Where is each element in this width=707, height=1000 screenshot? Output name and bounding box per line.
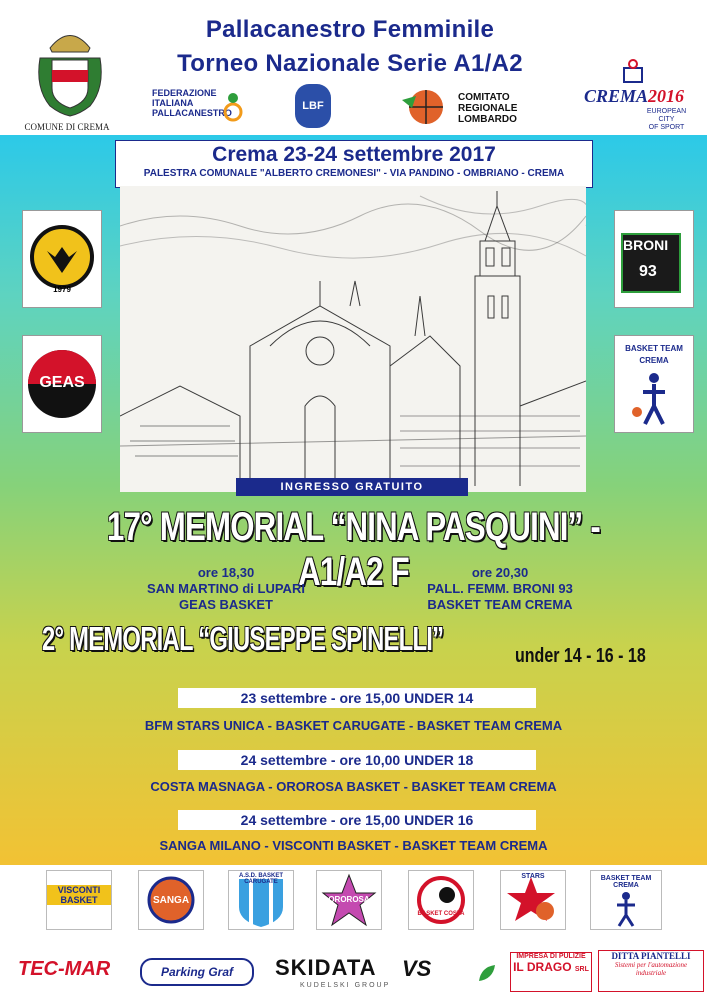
broni-number: 93 xyxy=(639,263,657,280)
drago-line-3: SRL xyxy=(574,966,589,973)
fip-line-2: ITALIANA xyxy=(152,98,194,108)
crema-tower-icon xyxy=(618,58,648,88)
sponsor-drago xyxy=(510,952,592,992)
schedule-teams-3: SANGA MILANO - VISCONTI BASKET - BASKET TEAM CREMA xyxy=(159,838,548,853)
cathedral-sketch xyxy=(120,186,586,492)
side-logo-left-top-text: 1979 xyxy=(53,285,71,294)
sponsor-parking: Parking Graf xyxy=(140,958,254,986)
fip-line-3: PALLACANESTRO xyxy=(152,108,232,118)
team-logo-costa-text: BASKET COSTA xyxy=(417,911,465,917)
right-team-1: PALL. FEMM. BRONI 93 xyxy=(427,581,573,596)
sponsor-tecmar: TEC-MAR xyxy=(18,958,111,980)
schedule-teams-1: BFM STARS UNICA - BASKET CARUGATE - BASKET TEAM CREMA xyxy=(144,718,563,733)
player-icon xyxy=(629,370,679,426)
crema2016-year: 2016 xyxy=(648,86,685,106)
sponsor-skidata: SKIDATA xyxy=(275,955,377,980)
geas-text: GEAS xyxy=(39,374,85,391)
right-time: ore 20,30 xyxy=(471,565,529,580)
crema2016-logo xyxy=(578,58,693,131)
team-logo-btc-text: BASKET TEAM CREMA xyxy=(600,875,652,889)
crema-crest-icon xyxy=(30,18,110,118)
fip-swoosh-icon xyxy=(222,90,244,124)
title-line-2: Torneo Nazionale Serie A1/A2 xyxy=(177,50,523,77)
team-logo-sanga xyxy=(138,870,204,930)
left-team-1: SAN MARTINO di LUPARI xyxy=(147,581,305,596)
sponsor-skidata-sub: KUDELSKI GROUP xyxy=(300,982,391,989)
team-logo-stars xyxy=(500,870,566,930)
basketball-icon xyxy=(398,88,452,126)
comitato-text xyxy=(458,92,548,125)
team-logo-carugate-text: A.S.D. BASKET CARUGATE xyxy=(238,873,283,885)
sponsor-piantelli xyxy=(598,950,704,992)
comitato-line-1: COMITATO xyxy=(458,92,510,103)
team-logo-carugate xyxy=(228,870,294,930)
fip-logo xyxy=(152,88,247,128)
piantelli-line-1: DITTA PIANTELLI xyxy=(611,951,691,961)
team-logo-ororosa-text: OROROSA xyxy=(328,895,370,904)
memorial-2-categories: under 14 - 16 - 18 xyxy=(515,645,646,667)
right-team-2: BASKET TEAM CREMA xyxy=(427,597,573,612)
free-entry-banner: INGRESSO GRATUITO xyxy=(236,478,468,496)
memorial-2-title: 2° MEMORIAL “GIUSEPPE SPINELLI” xyxy=(42,620,444,657)
schedule-label-2: 24 settembre - ore 10,00 UNDER 18 xyxy=(178,750,536,770)
schedule-label-1: 23 settembre - ore 15,00 UNDER 14 xyxy=(178,688,536,708)
fip-line-1: FEDERAZIONE xyxy=(152,88,217,98)
drago-line-2: IL DRAGO xyxy=(513,960,572,974)
side-logo-right-top xyxy=(614,210,694,308)
broni-text: BRONI xyxy=(623,237,669,253)
team-logo-ororosa xyxy=(316,870,382,930)
crema2016-line-2: OF SPORT xyxy=(648,124,685,131)
btc-line-1: BASKET TEAM xyxy=(625,344,683,353)
crest-caption: COMUNE DI CREMA xyxy=(24,122,110,132)
crema2016-name: CREMA xyxy=(584,86,649,106)
drago-line-1: IMPRESA DI PULIZIE xyxy=(516,953,586,960)
comitato-line-3: LOMBARDO xyxy=(458,114,517,125)
team-logo-visconti xyxy=(46,870,112,930)
event-dates: Crema 23-24 settembre 2017 xyxy=(212,143,496,166)
btc-player-icon xyxy=(609,891,643,927)
side-logo-left-bottom xyxy=(22,335,102,433)
schedule-teams-2: COSTA MASNAGA - OROROSA BASKET - BASKET TEAM CREMA xyxy=(150,779,557,794)
costa-circle-icon xyxy=(409,871,473,929)
memorial-1-left xyxy=(96,565,356,613)
left-time: ore 18,30 xyxy=(197,565,255,580)
title-line-1: Pallacanestro Femminile xyxy=(205,16,495,43)
crema2016-line-1: EUROPEAN CITY xyxy=(646,108,687,123)
date-band xyxy=(115,140,593,188)
comitato-line-2: REGIONALE xyxy=(458,103,518,114)
sponsor-vs: VS xyxy=(402,956,432,981)
schedule-label-3: 24 settembre - ore 15,00 UNDER 16 xyxy=(178,810,536,830)
team-logo-visconti-text: VISCONTI BASKET xyxy=(47,885,111,905)
btc-line-2: CREMA xyxy=(639,356,669,365)
side-logo-right-bottom xyxy=(614,335,694,433)
piantelli-line-2: Sistemi per l'automazione xyxy=(614,961,688,969)
event-venue: PALESTRA COMUNALE "ALBERTO CREMONESI" - VIA PANDINO - OMBRIANO - CREMA xyxy=(143,168,565,179)
memorial-1-title: 17° MEMORIAL “NINA PASQUINI” - A1/A2 F xyxy=(107,505,600,594)
team-logo-sanga-text: SANGA xyxy=(152,895,190,906)
side-logo-left-top xyxy=(22,210,102,308)
leaf-icon xyxy=(475,958,499,988)
team-logo-btc xyxy=(590,870,662,930)
memorial-1-right xyxy=(370,565,630,613)
team-logo-costa xyxy=(408,870,474,930)
piantelli-line-3: industriale xyxy=(635,969,667,977)
left-team-2: GEAS BASKET xyxy=(179,597,273,612)
lbf-logo: LBF xyxy=(295,84,331,128)
team-logo-stars-text: STARS xyxy=(521,873,545,880)
